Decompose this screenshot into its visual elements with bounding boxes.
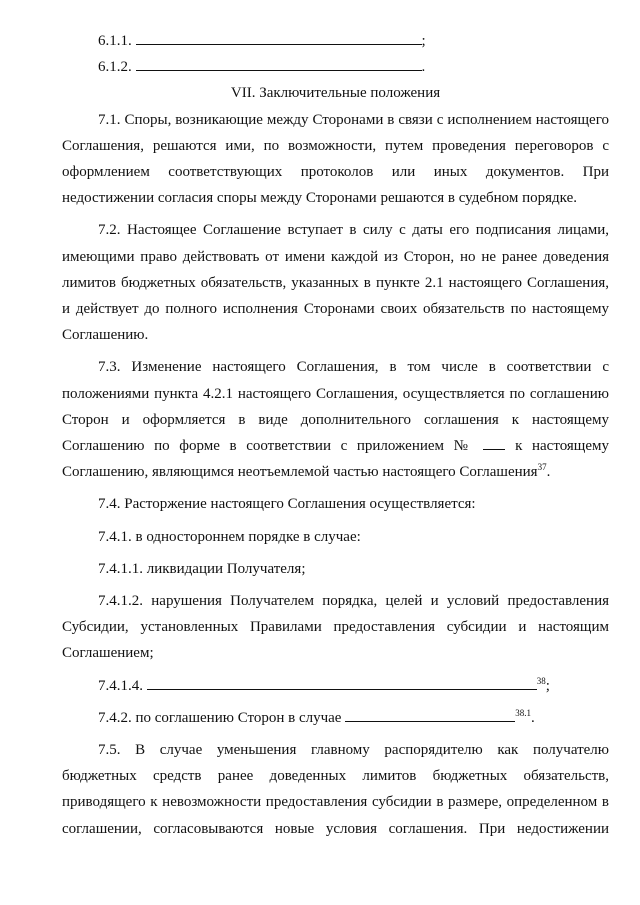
footnote-ref: 38 <box>536 675 546 686</box>
paragraph-7-4: 7.4. Расторжение настоящего Соглашения осуществляется: <box>98 496 476 513</box>
paragraph-7-5: 7.5. В случае уменьшения главному распорядителю как получателю бюджетных средств ранее доведенных лимитов бюджетных обязательств, приводящего к невозможности предоставления субсидии в размере, определенном в соглашении, согласовываются новые условия соглашения. При недостижении <box>62 742 609 837</box>
paragraph-7-2: 7.2. Настоящее Соглашение вступает в силу с даты его подписания лицами, имеющими право действовать от имени каждой из Сторон, но не ранее доведения лимитов бюджетных обязательств, указанных в пункте 2.1 настоящего Соглашения, и действует до полного исполнения Сторонами своих обязательств по настоящему Соглашению. <box>62 222 609 344</box>
footnote-ref: 37 <box>537 462 547 473</box>
fill-in-blank <box>136 58 422 71</box>
fill-in-blank <box>147 677 537 690</box>
paragraph-7-3: 7.3. Изменение настоящего Соглашения, в том числе в соответствии с положениями пункта 4.2.1 настоящего Соглашения, осуществляется по соглашению Сторон и оформляется в виде дополнительного соглашения к настоящему Соглашению по форме в соответствии с приложением № к настоящему Соглашению, являющимся неотъемлемой частью настоящего Соглашения$^{37}$. <box>62 359 610 481</box>
footnote-ref: 38.1 <box>515 707 531 718</box>
item-6-1-2: 6.1.2. . <box>98 59 426 76</box>
paragraph-7-4-2: 7.4.2. по соглашению Сторон в случае $^{38.1}$. <box>98 707 535 726</box>
paragraph-7-4-1-4: 7.4.1.4. $^{38}$; <box>98 675 550 694</box>
document-body <box>62 28 609 842</box>
fill-in-blank <box>345 709 515 722</box>
fill-in-blank <box>136 32 422 45</box>
section-title: VII. Заключительные положения <box>230 85 441 102</box>
fill-in-blank <box>483 437 505 450</box>
paragraph-7-4-1-2: 7.4.1.2. нарушения Получателем порядка, целей и условий предоставления Субсидии, установленных Правилами предоставления субсидии и настоящим Соглашением; <box>62 593 609 662</box>
paragraph-7-4-1-1: 7.4.1.1. ликвидации Получателя; <box>98 560 306 577</box>
item-6-1-1: 6.1.1. ; <box>98 33 426 49</box>
paragraph-7-1: 7.1. Споры, возникающие между Сторонами в связи с исполнением настоящего Соглашения, решаются ими, по возможности, путем проведения переговоров с оформлением соответствующих протоколов или иных документов. При недостижении согласия споры между Сторонами решаются в судебном порядке. <box>62 111 609 207</box>
paragraph-7-4-1: 7.4.1. в одностороннем порядке в случае: <box>98 528 361 545</box>
